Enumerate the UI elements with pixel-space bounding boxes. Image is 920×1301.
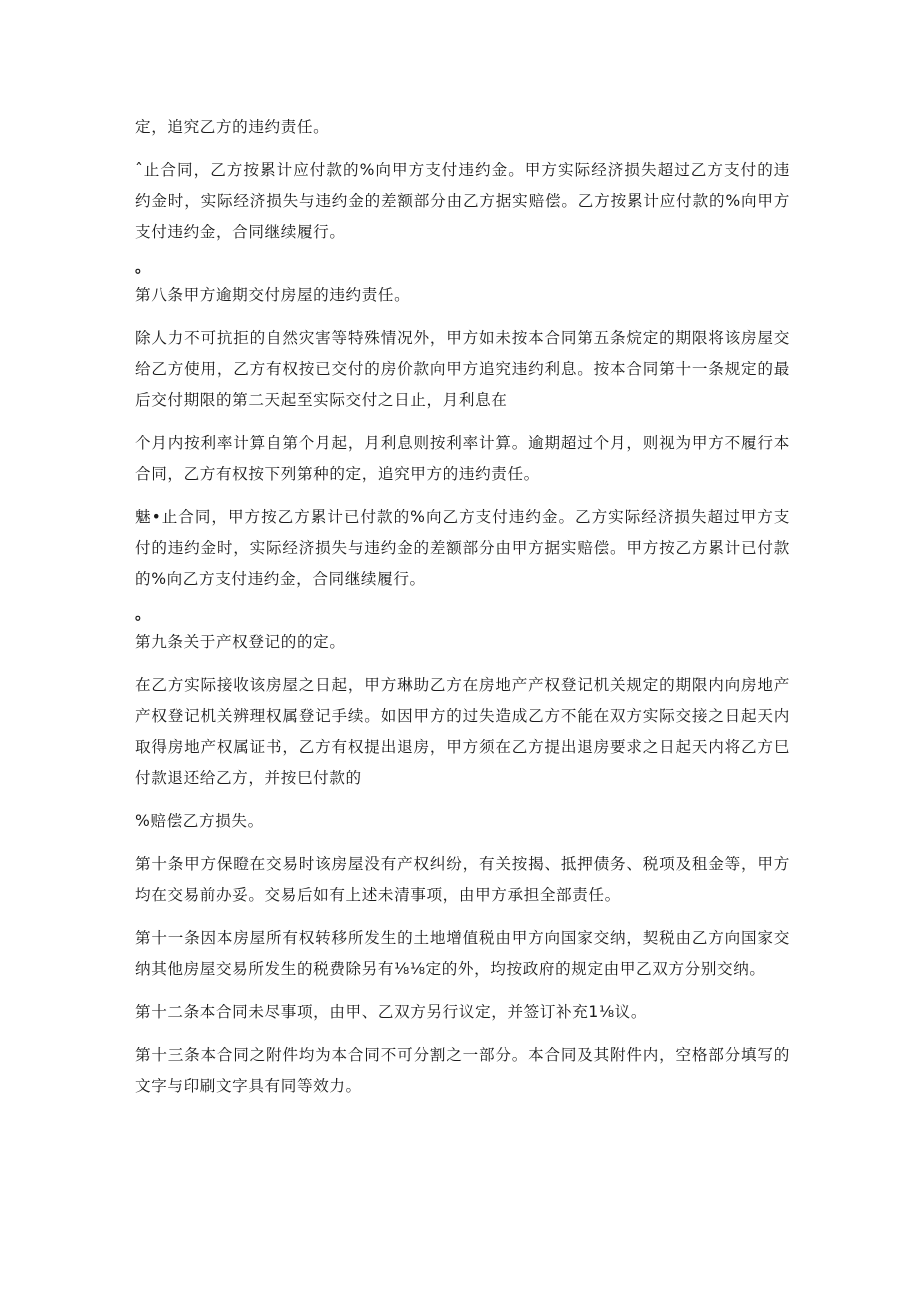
paragraph-mark: 。: [135, 605, 151, 623]
clause-9-title: 第九条关于产权登记的的定。: [135, 633, 346, 651]
clause-8-interest: 个月内按利率计算自第个月起，月利息则按利率计算。逾期超过个月，则视为甲方不履行本合同，乙方有权按下列第种的定，追究甲方的违约责任。: [135, 434, 790, 483]
clause-10: 第十条甲方保瞪在交易时该房屋没有产权纠纷，有关按揭、抵押债务、税项及租金等，甲方均在交易前办妥。交易后如有上述未清事项，由甲方承担全部责任。: [135, 855, 790, 904]
clause-8-title: 第八条甲方逾期交付房屋的违约责任。: [135, 286, 411, 304]
clause-12: 第十二条本合同未尽事项，由甲、乙双方另行议定，并签订补充1⅛议。: [135, 1003, 648, 1021]
paragraph-mark: 。: [135, 258, 151, 276]
clause-8-body: 除人力不可抗拒的自然灾害等特殊情况外，甲方如未按本合同第五条烷定的期限将该房屋交给乙方使用，乙方有权按已交付的房价款向甲方追究违约利息。按本合同第十一条规定的最后交付期限的第二天起至实际交付之日止，月利息在: [135, 329, 790, 409]
clause-9-compensation: %赔偿乙方损失。: [135, 812, 264, 830]
clause-11: 第十一条因本房屋所有权转移所发生的土地增值税由甲方向国家交纳，契税由乙方向国家交纳其他房屋交易所发生的税费除另有⅛⅛定的外，均按政府的规定由甲乙双方分别交纳。: [135, 929, 790, 978]
paragraph-breach-continuation: 定，追究乙方的违约责任。: [135, 118, 330, 136]
clause-9-body: 在乙方实际接收该房屋之日起，甲方琳助乙方在房地产产权登记机关规定的期限内向房地产产权登记机关辨理权属登记手续。如因甲方的过失造成乙方不能在双方实际交接之日起天内取得房地产权属证书，乙方有权提出退房，甲方须在乙方提出退房要求之日起天内将乙方巳付款退还给乙方，并按巳付款的: [135, 676, 790, 787]
paragraph-buyer-penalty: ˆ止合同，乙方按累计应付款的%向甲方支付违约金。甲方实际经济损失超过乙方支付的违约金时，实际经济损失与违约金的差额部分由乙方据实赔偿。乙方按累计应付款的%向甲方支付违约金，合同继续履行。: [135, 161, 790, 241]
paragraph-seller-penalty: 魅•止合同，甲方按乙方累计已付款的%向乙方支付违约金。乙方实际经济损失超过甲方支付的违约金时，实际经济损失与违约金的差额部分由甲方据实赔偿。甲方按乙方累计已付款的%向乙方支付违约金，合同继续履行。: [135, 508, 790, 588]
clause-13: 第十三条本合同之附件均为本合同不可分割之一部分。本合同及其附件内，空格部分填写的文字与印刷文字具有同等效力。: [135, 1046, 790, 1095]
document-body: [135, 112, 790, 1102]
